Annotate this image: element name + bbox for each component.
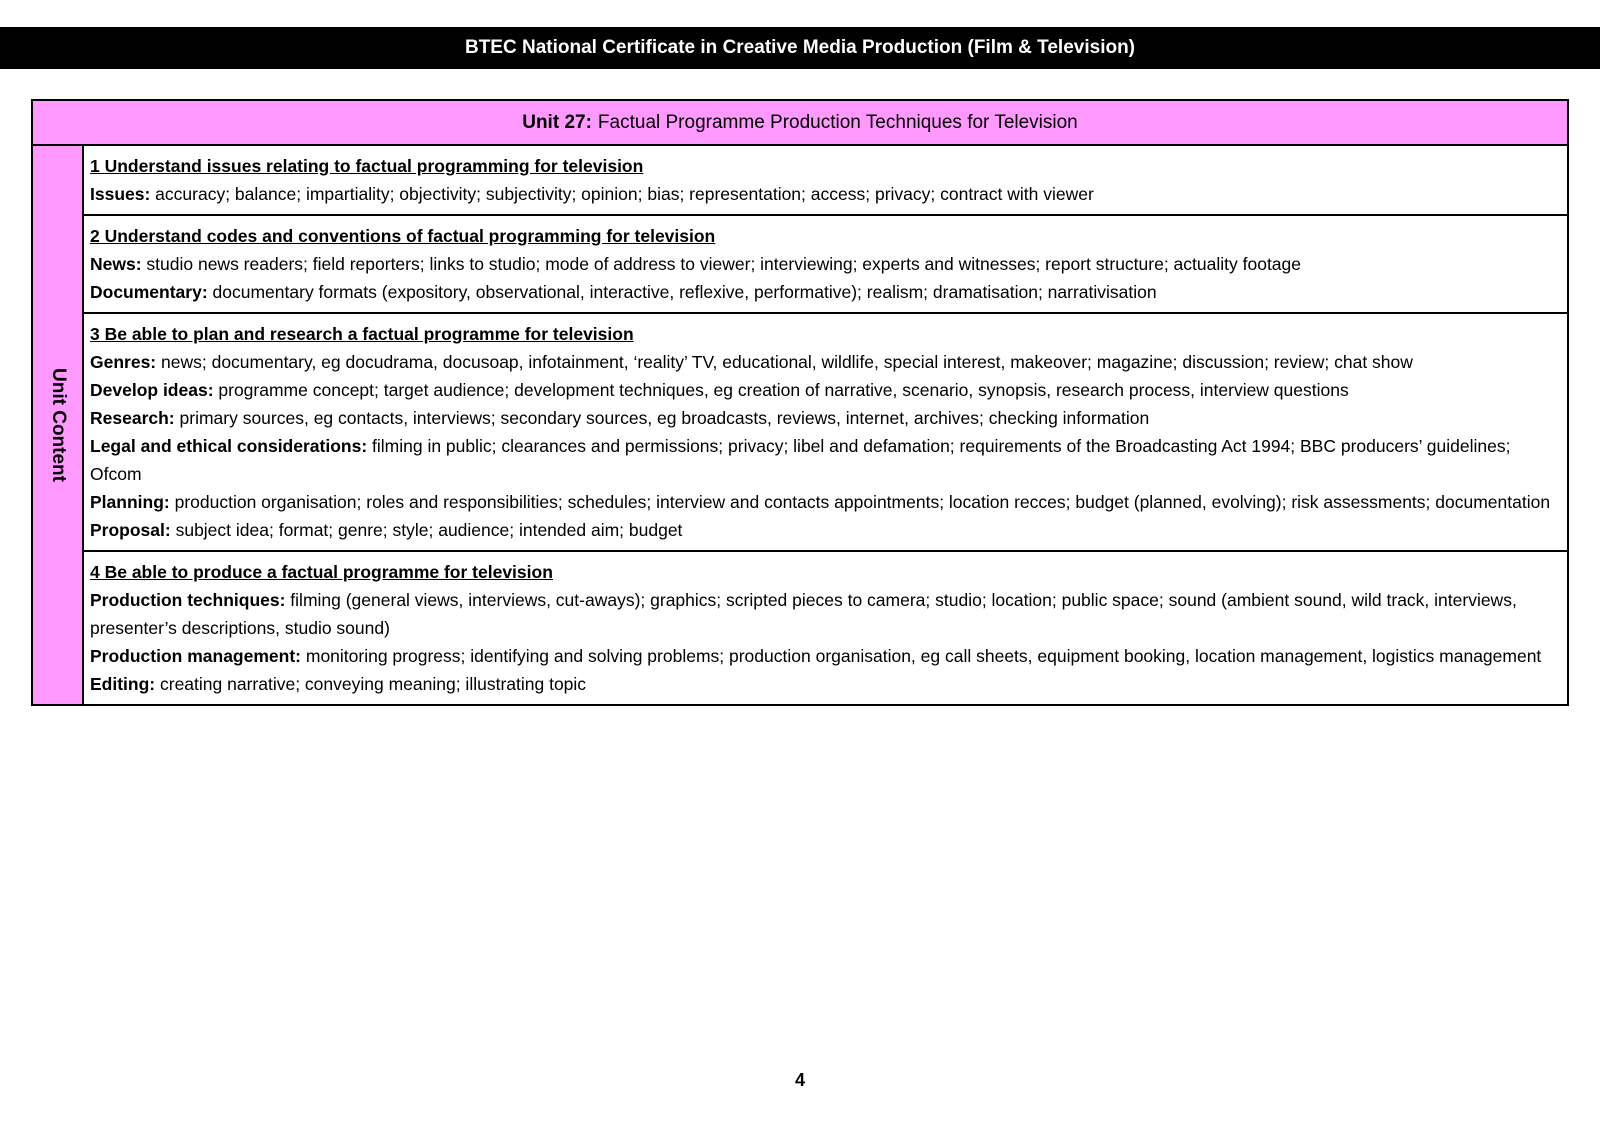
content-item-label: Genres: bbox=[90, 352, 157, 372]
content-item-text: documentary formats (expository, observational, interactive, reflexive, performative); realism; dramatisation; narrativisation bbox=[207, 282, 1157, 302]
unit-title: Factual Programme Production Techniques for Television bbox=[597, 111, 1078, 133]
learning-outcome-4 bbox=[84, 552, 1567, 704]
content-item-label: Production techniques: bbox=[90, 590, 286, 610]
content-item bbox=[90, 670, 1561, 698]
learning-outcome-3 bbox=[84, 314, 1567, 552]
unit-title-row bbox=[33, 101, 1567, 146]
content-item-text: subject idea; format; genre; style; audience; intended aim; budget bbox=[170, 520, 683, 540]
content-item bbox=[90, 586, 1561, 642]
learning-outcome-title: 1 Understand issues relating to factual programming for television bbox=[90, 156, 644, 176]
page-number: 4 bbox=[794, 1070, 805, 1090]
content-item bbox=[90, 488, 1561, 516]
content-item bbox=[90, 432, 1561, 488]
content-item-label: Research: bbox=[90, 408, 175, 428]
content-item-label: Documentary: bbox=[90, 282, 208, 302]
content-item bbox=[90, 348, 1561, 376]
document-title: BTEC National Certificate in Creative Media Production (Film & Television) bbox=[464, 37, 1136, 58]
content-item bbox=[90, 642, 1561, 670]
unit-content-table bbox=[31, 99, 1569, 706]
unit-body bbox=[33, 146, 1567, 704]
content-item bbox=[90, 180, 1561, 208]
content-item bbox=[90, 404, 1561, 432]
document-header-banner bbox=[0, 27, 1600, 69]
content-item-text: accuracy; balance; impartiality; objectivity; subjectivity; opinion; bias; representation; access; privacy; contract with viewer bbox=[150, 184, 1094, 204]
content-item-text: news; documentary, eg docudrama, docusoap, infotainment, ‘reality’ TV, educational, wildlife, special interest, makeover; magazine; discussion; review; chat show bbox=[156, 352, 1413, 372]
side-label-text: Unit Content bbox=[47, 368, 69, 482]
content-item-text: creating narrative; conveying meaning; illustrating topic bbox=[155, 674, 587, 694]
content-item bbox=[90, 250, 1561, 278]
content-item-label: Issues: bbox=[90, 184, 151, 204]
content-item-text: filming in public; clearances and permissions; privacy; libel and defamation; requirements of the Broadcasting Act 1994; BBC producers’ guidelines; Ofcom bbox=[90, 436, 1511, 484]
content-item bbox=[90, 516, 1561, 544]
unit-content-side-label bbox=[33, 146, 84, 704]
learning-outcome-title: 2 Understand codes and conventions of factual programming for television bbox=[90, 226, 716, 246]
content-item-label: Production management: bbox=[90, 646, 301, 666]
content-item-text: production organisation; roles and responsibilities; schedules; interview and contacts appointments; location recces; budget (planned, evolving); risk assessments; documentation bbox=[169, 492, 1551, 512]
unit-number: Unit 27: bbox=[522, 111, 592, 133]
content-item bbox=[90, 376, 1561, 404]
content-item-label: Proposal: bbox=[90, 520, 171, 540]
content-item-label: Editing: bbox=[90, 674, 156, 694]
learning-outcome-1 bbox=[84, 146, 1567, 216]
learning-outcome-title: 4 Be able to produce a factual programme for television bbox=[90, 562, 553, 582]
content-item-label: Develop ideas: bbox=[90, 380, 214, 400]
content-item-text: primary sources, eg contacts, interviews; secondary sources, eg broadcasts, reviews, internet, archives; checking information bbox=[174, 408, 1150, 428]
content-item-label: Planning: bbox=[90, 492, 170, 512]
content-item-text: studio news readers; field reporters; links to studio; mode of address to viewer; interviewing; experts and witnesses; report structure; actuality footage bbox=[141, 254, 1301, 274]
learning-outcome-2 bbox=[84, 216, 1567, 314]
content-item bbox=[90, 278, 1561, 306]
content-item-text: monitoring progress; identifying and solving problems; production organisation, eg call sheets, equipment booking, location management, logistics management bbox=[301, 646, 1542, 666]
content-item-label: Legal and ethical considerations: bbox=[90, 436, 368, 456]
content-item-text: programme concept; target audience; development techniques, eg creation of narrative, scenario, synopsis, research process, interview questions bbox=[213, 380, 1349, 400]
learning-outcomes bbox=[84, 146, 1567, 704]
learning-outcome-title: 3 Be able to plan and research a factual programme for television bbox=[90, 324, 634, 344]
content-item-label: News: bbox=[90, 254, 142, 274]
content-item-text: filming (general views, interviews, cut-aways); graphics; scripted pieces to camera; studio; location; public space; sound (ambient sound, wild track, interviews, presenter’s descriptions, studio sound) bbox=[90, 590, 1517, 638]
